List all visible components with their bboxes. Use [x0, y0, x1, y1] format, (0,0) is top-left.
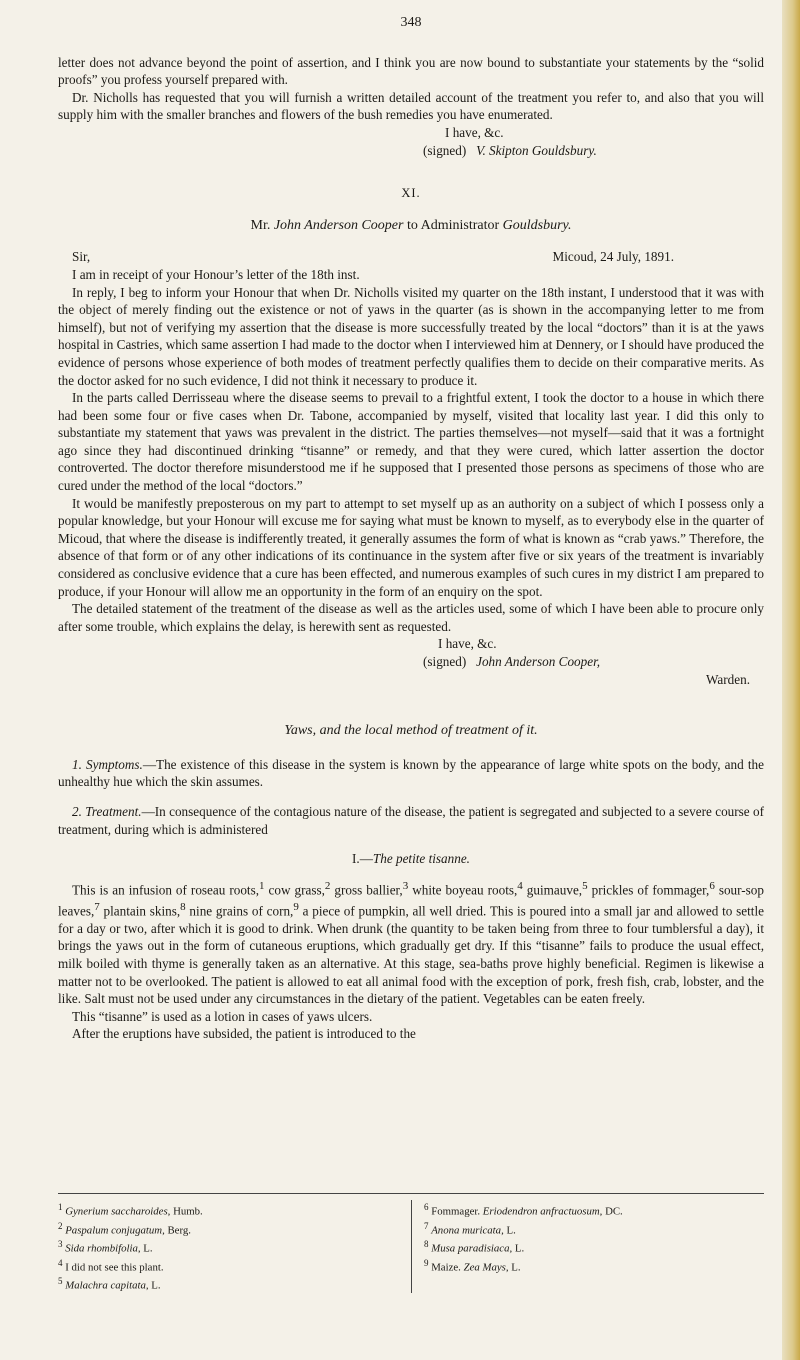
footnote-number: 5: [58, 1276, 63, 1287]
section-heading: [58, 217, 764, 235]
footnote-name: Eriodendron anfractuosum,: [482, 1205, 603, 1218]
heading-middle: to Administrator: [406, 217, 500, 233]
footnote-common-name: Maize.: [431, 1261, 461, 1274]
text-run: This is an infusion of roseau roots,: [72, 882, 260, 898]
footnote-ref: 6: [709, 879, 715, 892]
footnote-ref: 3: [402, 879, 409, 892]
footnote-authority: L.: [151, 1279, 161, 1292]
intro-closing: I have, &c.: [445, 124, 504, 140]
intro-paragraph-1: letter does not advance beyond the point of assertion, and I think you are now bound to substantiate your statements by the “solid proofs” you profess yourself prepared with.: [58, 54, 764, 88]
signed-label: (signed): [423, 654, 467, 669]
symptoms-text: —The existence of this disease in the system is known by the appearance of large white spots on the body, and the unhealthy hue which the skin assumes.: [58, 756, 764, 790]
footnote-ref: 9: [293, 900, 299, 913]
footnote-ref: 1: [259, 879, 265, 892]
footnote: [424, 1256, 764, 1275]
intro-signature: [423, 142, 764, 160]
footnote-authority: I did not see this plant.: [65, 1261, 164, 1274]
footnote-ref: 8: [180, 900, 186, 913]
footnote-number: 1: [58, 1202, 63, 1212]
subheading-title: The petite tisanne.: [372, 851, 470, 867]
footnote-number: 9: [424, 1257, 429, 1268]
footnote-rule: [58, 1193, 764, 1194]
text-run: prickles of fommager,: [587, 882, 710, 898]
text-run: sour-sop leaves,: [58, 882, 764, 919]
treatment-label: 2. Treatment.: [72, 803, 142, 819]
letter-paragraph-1: I am in receipt of your Honour’s letter of the 18th inst.: [72, 266, 360, 282]
footnote-authority: L.: [514, 1242, 525, 1255]
footnote-ref: 5: [582, 879, 588, 892]
footnote-number: 4: [58, 1257, 63, 1268]
footnote-name: Gynerium saccharoides,: [65, 1205, 171, 1218]
signed-label: (signed): [423, 142, 467, 158]
footnote-ref: 4: [517, 879, 523, 892]
footnote-common-name: Fommager.: [431, 1205, 481, 1218]
letter-closing: I have, &c.: [438, 636, 497, 652]
text-run: nine grains of corn,: [185, 903, 294, 919]
text-run: cow grass,: [264, 882, 325, 898]
text-run: white boyeau roots,: [408, 882, 518, 898]
footnote-ref: 7: [94, 900, 100, 913]
footnote-authority: L.: [143, 1242, 153, 1255]
footnote-name: Malachra capitata,: [65, 1279, 149, 1292]
footnote-name: Paspalum conjugatum,: [65, 1224, 165, 1237]
footnote: [58, 1219, 411, 1238]
text-run: a piece of pumpkin, all well dried. This is poured into a small jar and allowed to settle for a day or two, after which it is good to drink. When drunk (the quantity to be taken being from three to four tumblersful a day), it brings the yaws out in the form of cutaneous eruptions, which gradually get dry. If this “tisanne” fails to produce the usual effect, milk boiled with thyme is generally taken as an alternative. At this stage, sea-baths prove highly beneficial. Regimen is likewise a matter not to be overlooked. The patient is allowed to eat all animal food with the exception of pork, fresh fish, crab, lobster, and the like. Salt must not be used under any circumstances in the dietary of the patient. Vegetables can be eaten freely.: [58, 903, 764, 1007]
footnotes-right: [411, 1200, 764, 1293]
text-run: guimauve,: [522, 882, 583, 898]
salutation-line: [58, 248, 764, 266]
letter-signature: [423, 653, 764, 671]
footnote-name: Anona muricata,: [431, 1224, 504, 1237]
heading-recipient: Gouldsbury.: [502, 217, 572, 233]
footnotes: [58, 1200, 764, 1293]
letter-paragraph-3: In the parts called Derrisseau where the disease seems to prevail to a frightful extent, I took the doctor to a house in which there had been some four or five cases when Dr. Tabone, accompanied by myself, visited that locality last year. I did this only to substantiate my statement that yaws was prevalent in the district. The parties themselves—not myself—said that it was a fortnight ago since they had discontinued drinking “tisanne” or remedy, and that they were cured, which latter assertion the doctor controverted. The doctor therefore misunderstood me if he supposed that I presented those persons as specimens of those who are cured under the method of the local “doctors.”: [58, 390, 764, 494]
footnote: [58, 1200, 411, 1219]
footnote-authority: L.: [511, 1261, 521, 1274]
footnote-authority: Berg.: [167, 1224, 191, 1237]
footnote-name: Zea Mays,: [463, 1261, 509, 1274]
footnote-name: Sida rhombifolia,: [65, 1242, 141, 1255]
page-number: 348: [400, 15, 422, 30]
footnote-authority: DC.: [605, 1205, 623, 1218]
lotion-paragraph: This “tisanne” is used as a lotion in cases of yaws ulcers.: [72, 1008, 373, 1024]
after-paragraph: After the eruptions have subsided, the patient is introduced to the: [72, 1026, 416, 1042]
footnote-number: 2: [58, 1220, 63, 1231]
footnote-authority: L.: [506, 1224, 516, 1237]
salutation: Sir,: [72, 249, 91, 265]
footnote-number: 8: [424, 1239, 429, 1250]
footnote: [424, 1237, 764, 1256]
letter-paragraph-2: In reply, I beg to inform your Honour that when Dr. Nicholls visited my quarter on the 18th instant, I understood that it was with the object of merely finding out the existence or not of yaws in the quarter (as is shown in the accompanying letter to me from himself), but not of verifying my assertion that the disease is more successfully treated by the local “doctors” than it is at the yaws hospital in Castries, which same assertion I had made to the doctor when I interviewed him at Dennery, or I should have produced the evidence of persons whose experience of both modes of treatment perfectly qualifies them to decide on their comparative merits. As the doctor asked for no such evidence, I did not think it necessary to produce it.: [58, 284, 764, 388]
place-date: Micoud, 24 July, 1891.: [552, 249, 674, 265]
treatment-text: —In consequence of the contagious nature of the disease, the patient is segregated and subjected to a severe course of treatment, during which is administered: [58, 803, 765, 837]
treatment-paragraph: [58, 803, 764, 838]
intro-paragraph-2: Dr. Nicholls has requested that you will furnish a written detailed account of the treatment you refer to, and also that you will supply him with the smaller branches and flowers of the bush remedies you have enumerated.: [58, 89, 764, 123]
infusion-paragraph: [58, 878, 764, 1008]
footnote: [424, 1200, 764, 1219]
letter-paragraph-4: It would be manifestly preposterous on my part to attempt to set myself up as an authority on a subject of which I possess only a popular knowledge, but your Honour will excuse me for saying what must be known to myself, as to everybody else in the quarter of Micoud, that where the disease is indifferently treated, it generally assumes the form of what is known as “crab yaws.” Therefore, the absence of that form or of any other indications of its continuance in the system after five or six years of the treatment is invariably considered as conclusive evidence that a cure has been effected, and numerous examples of such cures in my district I am prepared to produce, if your Honour will allow me an opportunity in the form of an enquiry on the spot.: [58, 495, 764, 599]
text-run: gross ballier,: [330, 882, 403, 898]
footnote-name: Musa paradisiaca,: [431, 1242, 513, 1255]
footnote-number: 3: [58, 1239, 63, 1250]
footnote-authority: Humb.: [173, 1205, 203, 1218]
subheading: [58, 850, 764, 868]
footnote: [58, 1274, 411, 1293]
footnote-number: 6: [424, 1202, 429, 1212]
page-edge: [782, 0, 800, 1360]
treatise-title: Yaws, and the local method of treatment of it.: [284, 723, 538, 739]
signed-name: John Anderson Cooper,: [476, 654, 601, 669]
footnote: [424, 1219, 764, 1238]
footnotes-left: [58, 1200, 411, 1293]
heading-prefix: Mr.: [250, 217, 271, 233]
document-page: [58, 14, 764, 1043]
symptoms-paragraph: [58, 756, 764, 791]
footnote: [58, 1237, 411, 1256]
letter-paragraph-5: The detailed statement of the treatment of the disease as well as the articles used, some of which I have been able to procure only after some trouble, which explains the delay, is herewith sent as requested.: [58, 601, 764, 634]
symptoms-label: 1. Symptoms.: [72, 756, 143, 772]
footnote-number: 7: [424, 1220, 429, 1231]
signer-title: Warden.: [706, 671, 750, 687]
section-number: XI.: [401, 186, 421, 201]
footnote: [58, 1256, 411, 1275]
footnote-ref: 2: [324, 879, 331, 892]
heading-author: John Anderson Cooper: [273, 217, 404, 233]
subheading-prefix: I.—: [352, 851, 373, 867]
text-run: plantain skins,: [99, 903, 181, 919]
signed-name: V. Skipton Gouldsbury.: [476, 142, 597, 158]
